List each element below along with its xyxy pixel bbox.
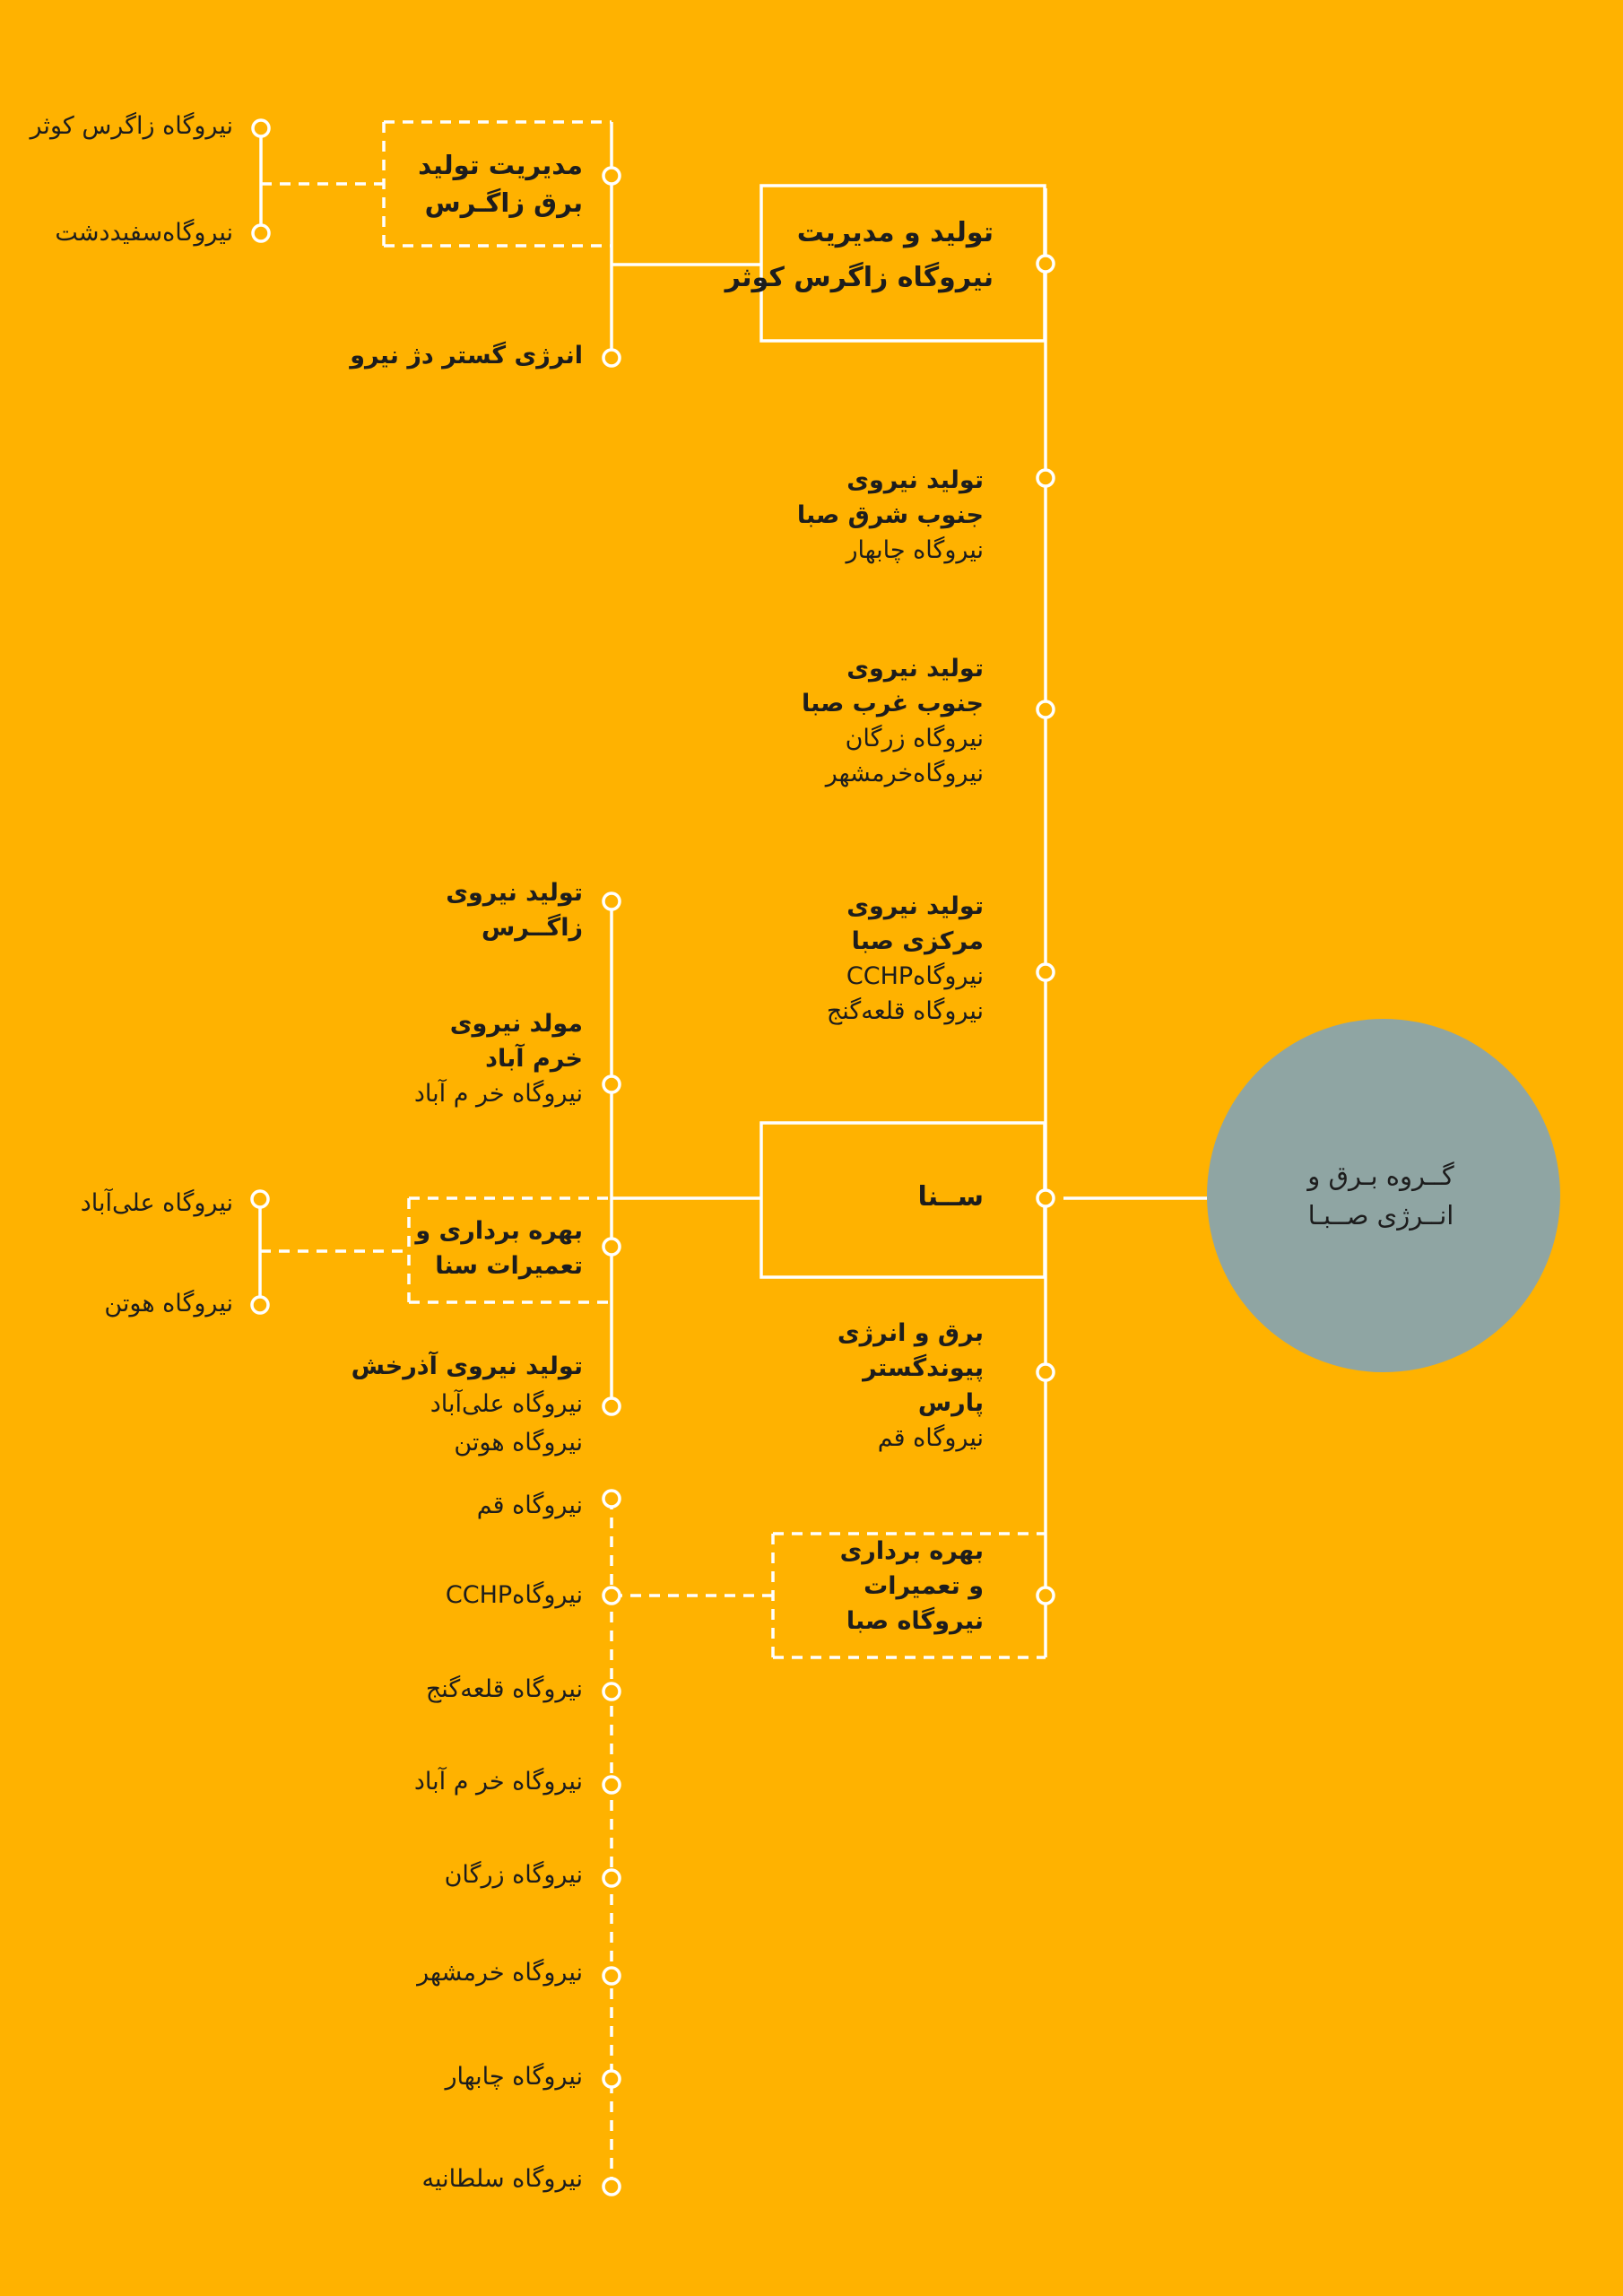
om-plant-soltanieh: نیروگاه سلطانیه	[421, 2165, 583, 2193]
dezh-niroo-label: انرژی گستر دژ نیرو	[350, 342, 583, 370]
zagros-mgmt-label	[418, 146, 583, 222]
aliabad-plant: نیروگاه علی‌آباد	[80, 1189, 233, 1217]
zagros-mgmt-line2: برق زاگـرس	[424, 187, 583, 219]
zagros-mgmt-line1: مدیریت تولید	[418, 150, 583, 180]
sana-title: ســنا	[917, 1181, 984, 1213]
central-label: تولید نیروی مرکزی صبا نیروگاهCCHP نیروگاه قلعه‌گنج	[826, 892, 984, 1026]
root-label	[1237, 1157, 1524, 1235]
azarakhsh-label: تولید نیروی آذرخش نیروگاه علی‌آباد نیروگاه هوتن	[351, 1352, 583, 1457]
om-plant-zargan: نیروگاه زرگان	[444, 1861, 583, 1889]
khorramabad-label: مولد نیروی خرم آباد نیروگاه خر م آباد	[413, 1010, 583, 1109]
root-label-line2: انــرژی صــبـا	[1307, 1199, 1454, 1231]
kowsar-title	[725, 211, 994, 300]
om-plant-qom: نیروگاه قم	[476, 1492, 583, 1519]
sana-om-label: بهره برداری و تعمیرات سنا	[415, 1217, 583, 1281]
om-plant-khorramabad: نیروگاه خر م آباد	[413, 1768, 583, 1796]
zagros-gen-label: تولید نیروی زاگــرس	[446, 879, 583, 943]
southwest-label: تولید نیروی جنوب غرب صبا نیروگاه زرگان نیروگاه‌خرمشهر	[802, 655, 984, 788]
om-plant-qaleh-ganj: نیروگاه قلعه‌گنج	[425, 1675, 583, 1703]
kowsar-title-line2: نیروگاه زاگرس کوثر	[725, 261, 994, 293]
southeast-label: تولید نیروی جنوب شرق صبا نیروگاه چابهار	[796, 466, 984, 565]
om-plant-cchp: نیروگاهCCHP	[445, 1581, 583, 1609]
sefiddasht-plant: نیروگاه‌سفیددشت	[55, 219, 233, 247]
om-plant-chabahar: نیروگاه چابهار	[445, 2063, 583, 2091]
zagros-kowsar-plant: نیروگاه زاگرس کوثر	[30, 112, 233, 140]
root-label-line1: گــروه بـرق و	[1307, 1161, 1454, 1191]
pars-label: برق و انرژی پیوندگستر پارس نیروگاه قم	[837, 1319, 984, 1453]
kowsar-title-line1: تولید و مدیریت	[796, 217, 994, 248]
om-plant-khorramshahr: نیروگاه خرمشهر	[417, 1959, 583, 1987]
om-saba-label: بهره برداری و تعمیرات نیروگاه صبا	[839, 1537, 984, 1636]
sana-box	[761, 1123, 1045, 1277]
hoten-plant: نیروگاه هوتن	[104, 1290, 233, 1318]
